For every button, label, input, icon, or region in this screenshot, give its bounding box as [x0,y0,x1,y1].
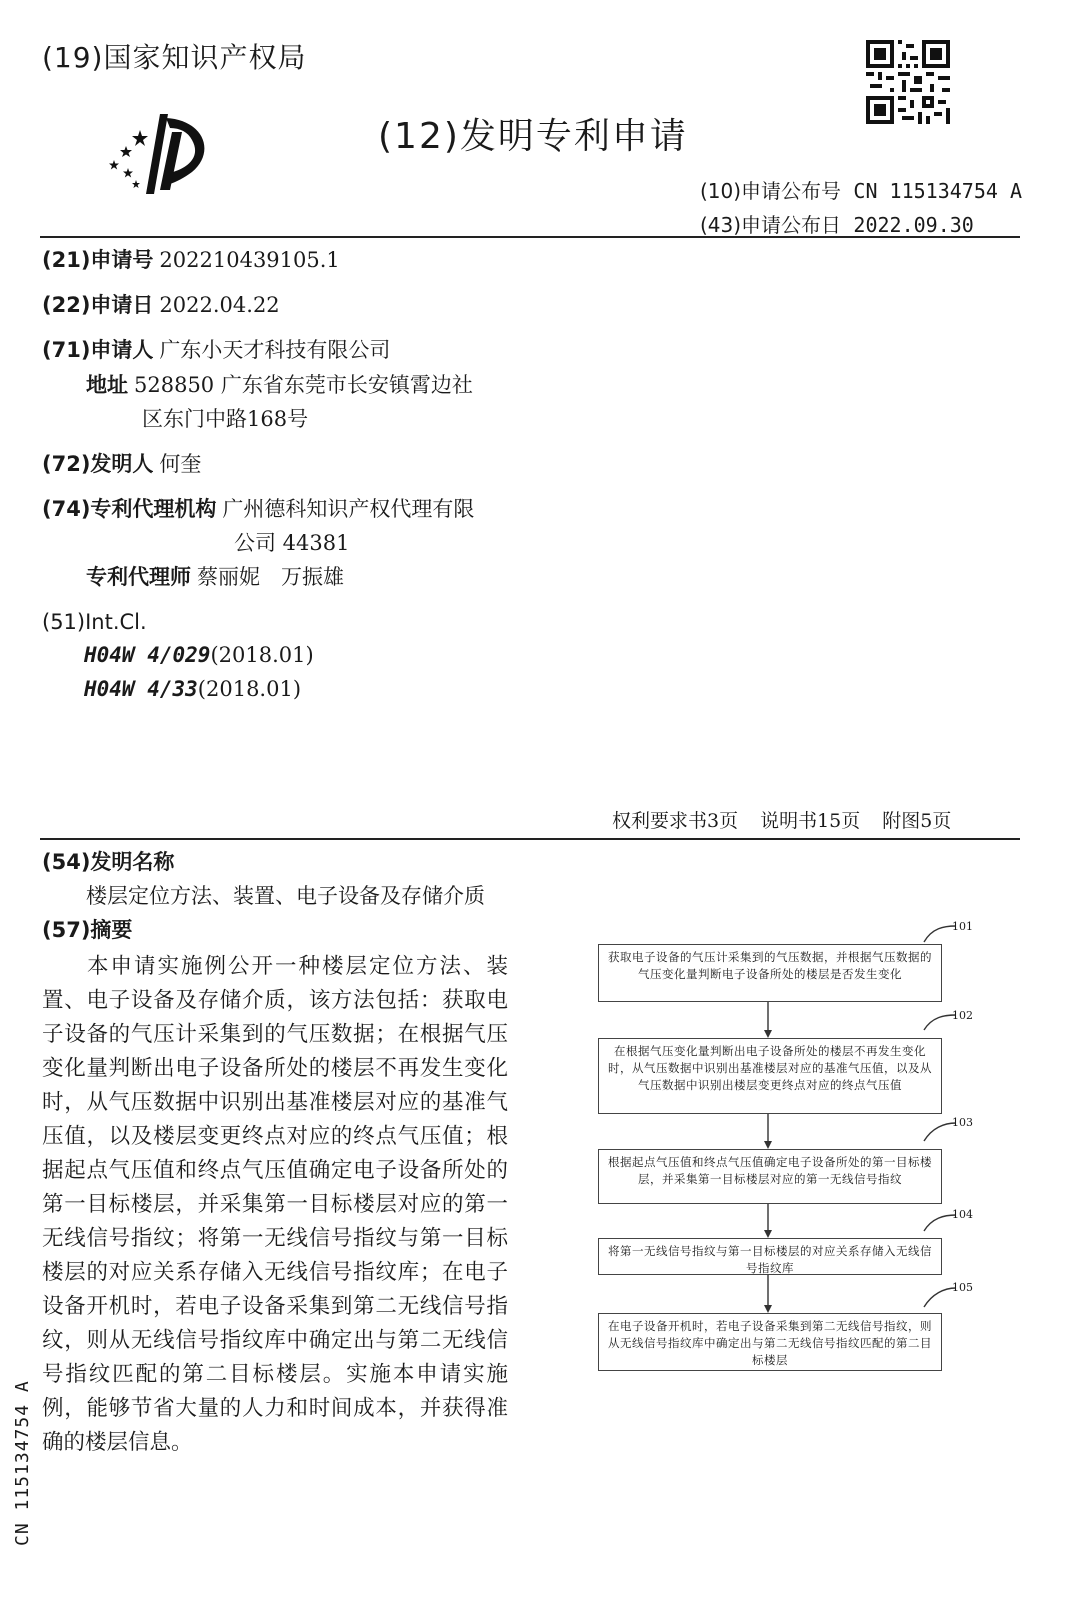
step-number: 103 [952,1116,973,1129]
drawings-pages: 附图5页 [882,810,952,832]
step-number: 101 [952,920,973,933]
invention-title: 楼层定位方法、装置、电子设备及存储介质 [86,884,485,908]
flow-arrowhead [764,1305,772,1313]
filing-date: 2022.04.22 [159,293,280,317]
flow-arrowhead [764,1141,772,1149]
claims-pages: 权利要求书3页 [612,810,739,832]
description-pages: 说明书15页 [760,810,861,832]
application-number-label: (21)申请号 [42,248,154,272]
step-number: 105 [952,1281,973,1294]
flow-arrowhead [764,1230,772,1238]
flowchart-step: 在根据气压变化量判断出电子设备所处的楼层不再发生变化时，从气压数据中识别出基准楼层对应的基准气压值，以及从气压数据中识别出楼层变更终点对应的终点气压值 [598,1038,942,1114]
intcl-label: (51)Int.Cl. [42,610,147,634]
inventor-label: (72)发明人 [42,452,154,476]
publication-date: 2022.09.30 [853,213,974,237]
header-divider [40,236,1020,238]
agency-name-line-1: 广州德科知识产权代理有限 [222,497,475,521]
publication-date-label: (43)申请公布日 [700,213,842,237]
publication-date-row [700,209,974,238]
ipc-version: (2018.01) [197,677,302,701]
agency-field [42,492,474,526]
qr-code-icon [866,40,950,124]
cnipa-logo-icon [100,108,222,200]
publication-number: CN 115134754 A [853,179,1022,203]
inventor-field [42,447,201,481]
agent-label: 专利代理师 [86,565,191,589]
flowchart-step: 将第一无线信号指纹与第一目标楼层的对应关系存储入无线信号指纹库 [598,1238,942,1275]
abstract-flowchart [590,918,973,1378]
flow-arrowhead [764,1030,772,1038]
flowchart-step: 获取电子设备的气压计采集到的气压数据，并根据气压数据的气压变化量判断电子设备所处的楼层是否发生变化 [598,944,942,1002]
agent-field [86,560,344,594]
publication-number-label: (10)申请公布号 [700,179,842,203]
side-publication-number: CN 115134754 A [12,1380,33,1546]
address-label: 地址 [86,373,128,397]
filing-date-field [42,288,280,322]
abstract-text: 本申请实施例公开一种楼层定位方法、装置、电子设备及存储介质，该方法包括：获取电子设备的气压计采集到的气压数据；在根据气压变化量判断出电子设备所处的楼层不再发生变化时，从气压数据中识别出基准楼层对应的基准气压值，以及楼层变更终点对应的终点气压值；根据起点气压值和终点气压值确定电子设备所处的第一目标楼层，并采集第一目标楼层对应的第一无线信号指纹；将第一无线信号指纹与第一目标楼层的对应关系存储入无线信号指纹库；在电子设备开机时，若电子设备采集到第二无线信号指纹，则从无线信号指纹库中确定出与第二无线信号指纹匹配的第二目标楼层。实施本申请实施例，能够节省大量的人力和时间成本，并获得准确的楼层信息。 [42,954,508,1455]
application-number: 202210439105.1 [159,248,340,272]
ipc-code: H04W 4/029 [84,643,211,667]
application-number-field [42,243,340,277]
ipc-entry [84,643,314,667]
agency-name-line-2: 公司 44381 [234,531,350,555]
page-counts [612,806,951,833]
ipc-code: H04W 4/33 [84,677,198,701]
address-line-1: 528850 广东省东莞市长安镇霄边社 [134,373,473,397]
filing-date-label: (22)申请日 [42,293,154,317]
title-label: (54)发明名称 [42,850,175,874]
applicant-field [42,333,390,367]
agent-names: 蔡丽妮 万振雄 [197,565,344,589]
ipc-version: (2018.01) [210,643,314,667]
inventor-name: 何奎 [159,452,202,476]
patent-office-name: (19)国家知识产权局 [42,41,307,74]
step-number: 102 [952,1009,973,1022]
address-field [86,368,473,402]
flowchart-step: 在电子设备开机时，若电子设备采集到第二无线信号指纹，则从无线信号指纹库中确定出与第二无线信号指纹匹配的第二目标楼层 [598,1313,942,1371]
agency-label: (74)专利代理机构 [42,497,217,521]
applicant-name: 广东小天才科技有限公司 [159,338,391,362]
applicant-label: (71)申请人 [42,338,154,362]
ipc-entry [84,677,301,701]
section-divider [40,838,1020,840]
flowchart-step: 根据起点气压值和终点气压值确定电子设备所处的第一目标楼层，并采集第一目标楼层对应的第一无线信号指纹 [598,1149,942,1204]
document-type-title: (12)发明专利申请 [378,116,688,157]
abstract-label: (57)摘要 [42,918,133,942]
publication-number-row [700,175,1022,204]
step-number: 104 [952,1208,973,1221]
address-line-2: 区东门中路168号 [142,407,309,431]
